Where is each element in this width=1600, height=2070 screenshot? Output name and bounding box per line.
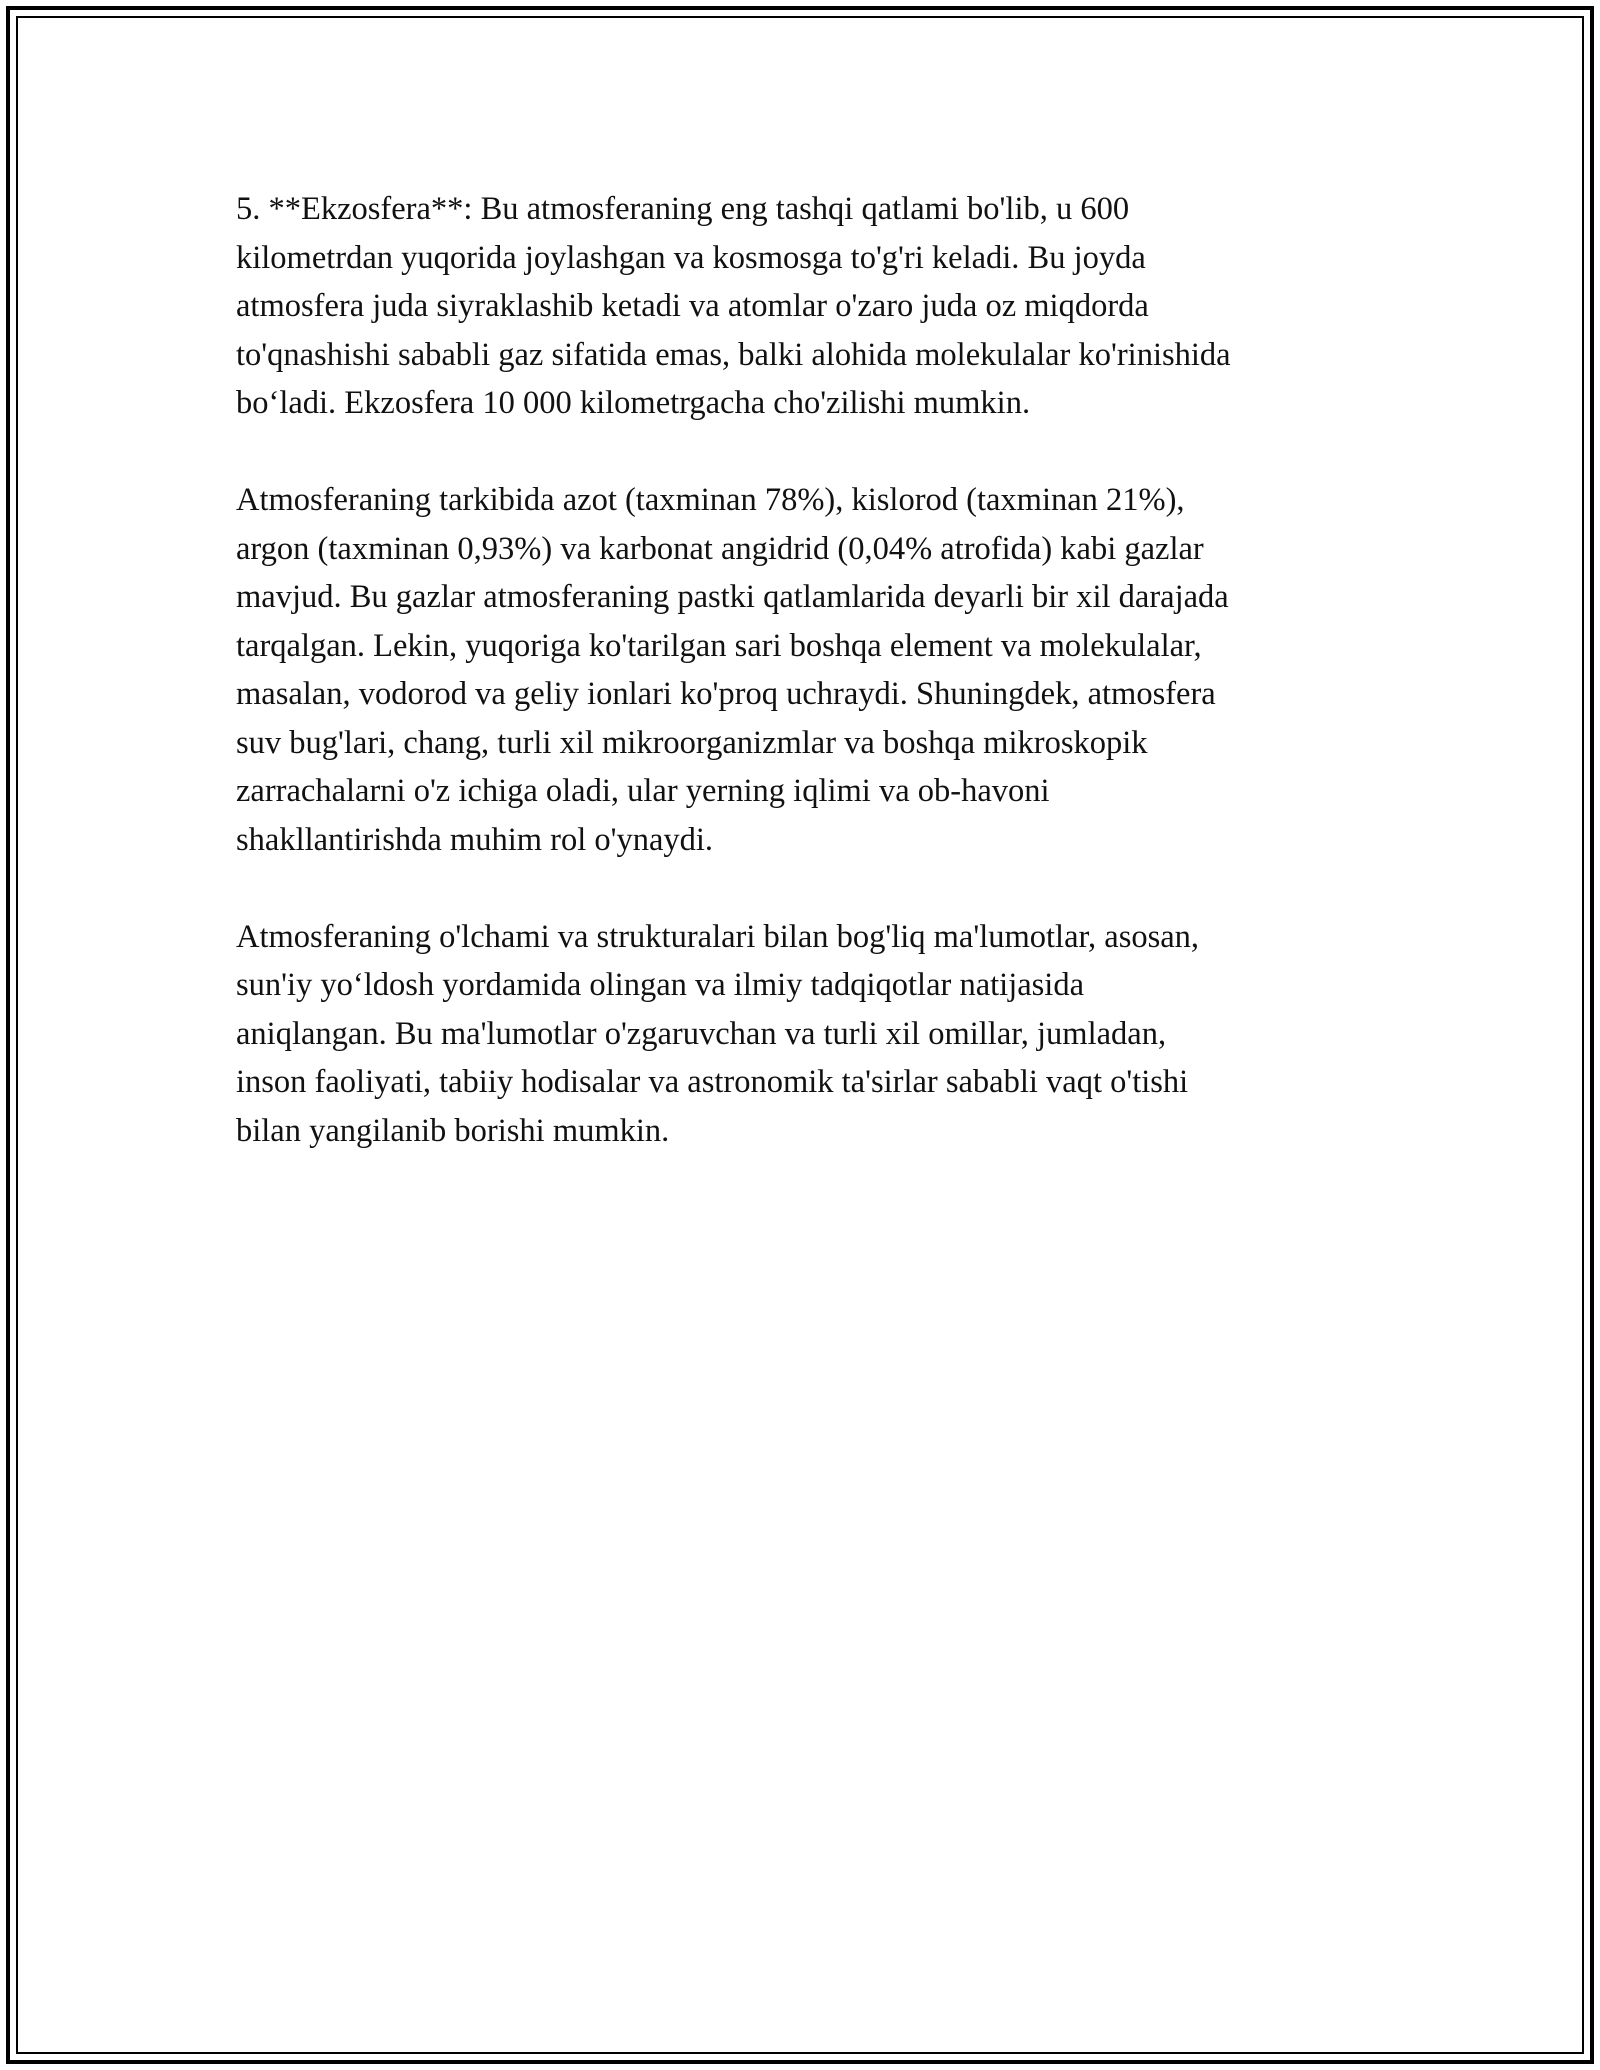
paragraph-atmosphere-data: Atmosferaning o'lchami va strukturalari bilan bog'liq ma'lumotlar, asosan, sun'iy yo‘ldosh yordamida olingan va ilmiy tadqiqotlar natijasida aniqlangan. Bu ma'lumotlar o'zgaruvchan va turli xil omillar, jumladan, inson faoliyati, tabiiy hodisalar va astronomik ta'sirlar sababli vaqt o'tishi bilan yangilanib borishi mumkin.: [236, 918, 1200, 1149]
paragraph-ekzosfera: 5. **Ekzosfera**: Bu atmosferaning eng tashqi qatlami bo'lib, u 600 kilometrdan yuqorida joylashgan va kosmosga to'g'ri keladi. Bu joyda atmosfera juda siyraklashib ketadi va atomlar o'zaro juda oz miqdorda to'qnashishi sababli gaz sifatida emas, balki alohida molekulalar ko'rinishida bo‘ladi. Ekzosfera 10 000 kilometrgacha cho'zilishi mumkin.: [236, 191, 1231, 421]
paragraph-atmosphere-composition: Atmosferaning tarkibida azot (taxminan 78%), kislorod (taxminan 21%), argon (taxminan 0,93%) va karbonat angidrid (0,04% atrofida) kabi gazlar mavjud. Bu gazlar atmosferaning pastki qatlamlarida deyarli bir xil darajada tarqalgan. Lekin, yuqoriga ko'tarilgan sari boshqa element va molekulalar, masalan, vodorod va geliy ionlari ko'proq uchraydi. Shuningdek, atmosfera suv bug'lari, chang, turli xil mikroorganizmlar va boshqa mikroskopik zarrachalarni o'z ichiga oladi, ular yerning iqlimi va ob-havoni shakllantirishda muhim rol o'ynaydi.: [236, 482, 1229, 858]
document-body: [236, 185, 1386, 1204]
